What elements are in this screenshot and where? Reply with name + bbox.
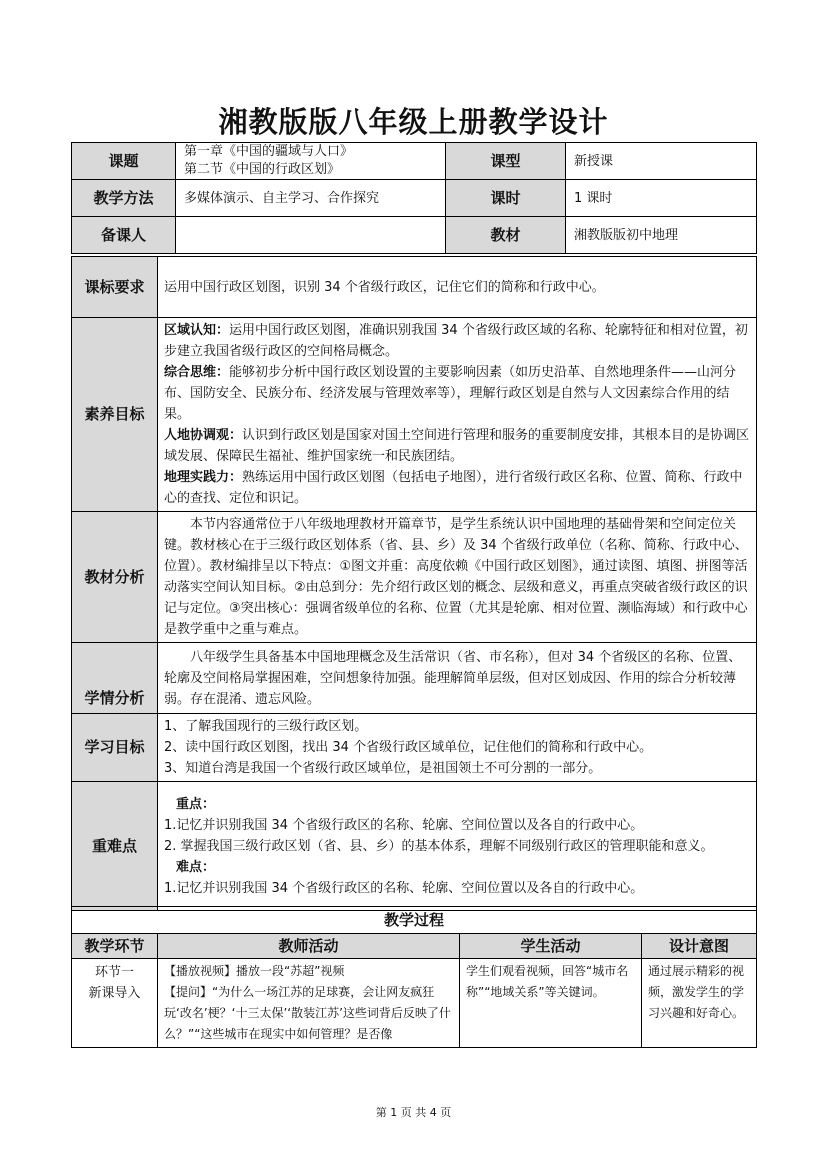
standard-text: 运用中国行政区划图，识别 34 个省级行政区，记住它们的简称和行政中心。 [158, 257, 757, 318]
student-activity: 学生们观看视频，回答“城市名称”“地域关系”等关键词。 [460, 959, 642, 1048]
key-points-content [158, 782, 757, 911]
learning-goal-item: 2、读中国行政区划图，找出 34 个省级行政区域单位，记住他们的简称和行政中心。 [164, 740, 653, 755]
page-footer: 第 1 页 共 4 页 [375, 1106, 452, 1119]
textbook-analysis-label: 教材分析 [72, 512, 158, 643]
process-title: 教学过程 [72, 907, 757, 934]
hours-value: 1 课时 [566, 180, 757, 217]
process-table [71, 906, 757, 1048]
col-intent-header: 设计意图 [642, 934, 757, 959]
textbook-label: 教材 [446, 217, 566, 254]
content-table [71, 256, 757, 911]
header-table [71, 142, 757, 254]
literacy-item: 人地协调观：认识到行政区划是国家对国土空间进行管理和服务的重要制度安排，其根本目的是协调区域发展、保障民生福祉、维护国家统一和民族团结。 [164, 428, 750, 464]
table-row [72, 959, 757, 1048]
col-teacher-header: 教师活动 [158, 934, 460, 959]
preparer-value [176, 217, 446, 254]
key-item: 1.记忆并识别我国 34 个省级行政区的名称、轮廓、空间位置以及各自的行政中心。 [164, 817, 644, 833]
learning-goals-label: 学习目标 [72, 714, 158, 782]
hard-heading: 难点： [176, 859, 216, 875]
col-student-header: 学生活动 [460, 934, 642, 959]
design-intent: 通过展示精彩的视频，激发学生的学习兴趣和好奇心。 [642, 959, 757, 1048]
key-points-label: 重难点 [72, 782, 158, 911]
textbook-value: 湘教版版初中地理 [566, 217, 757, 254]
method-value: 多媒体演示、自主学习、合作探究 [176, 180, 446, 217]
literacy-item: 综合思维：能够初步分析中国行政区划设置的主要影响因素（如历史沿革、自然地理条件——山河分布、国防安全、民族分布、经济发展与管理效率等），理解行政区划是自然与人文因素综合作用的结果。 [164, 365, 737, 422]
student-analysis-text: 八年级学生具备基本中国地理概念及生活常识（省、市名称），但对 34 个省级区的名称、位置、轮廓及空间格局掌握困难，空间想象待加强。能理解简单层级，但对区划成因、作用的综合分析较薄弱。存在混淆、遗忘风险。 [158, 643, 757, 714]
preparer-label: 备课人 [72, 217, 176, 254]
lesson-label: 课题 [72, 143, 176, 180]
type-label: 课型 [446, 143, 566, 180]
learning-goals-content [158, 714, 757, 782]
type-value: 新授课 [566, 143, 757, 180]
lesson-line-1: 第一章《中国的疆域与人口》 [184, 144, 354, 159]
lesson-line-2: 第二节《中国的行政区划》 [184, 162, 341, 177]
literacy-content [158, 318, 757, 512]
literacy-item: 区域认知：运用中国行政区划图，准确识别我国 34 个省级行政区域的名称、轮廓特征和相对位置，初步建立我国省级行政区的空间格局概念。 [164, 323, 748, 359]
hours-label: 课时 [446, 180, 566, 217]
lesson-value [176, 143, 446, 180]
stage-cell: 环节一 新课导入 [72, 959, 158, 1048]
learning-goal-item: 1、了解我国现行的三级行政区划。 [164, 719, 368, 734]
learning-goal-item: 3、知道台湾是我国一个省级行政区域单位，是祖国领土不可分割的一部分。 [164, 761, 602, 776]
col-stage-header: 教学环节 [72, 934, 158, 959]
standard-label: 课标要求 [72, 257, 158, 318]
student-analysis-label: 学情分析 [72, 643, 158, 714]
key-item: 2. 掌握我国三级行政区划（省、县、乡）的基本体系，理解不同级别行政区的管理职能和意义。 [164, 838, 714, 854]
teacher-activity: 【播放视频】播放一段“苏超”视频 【提问】“为什么一场江苏的足球赛，会让网友疯狂玩‘改名’梗？‘十三太保’‘散装江苏’这些词背后反映了什么？”“这些城市在现实中如何管理？是否像 [158, 959, 460, 1048]
hard-item: 1.记忆并识别我国 34 个省级行政区的名称、轮廓、空间位置以及各自的行政中心。 [164, 880, 644, 896]
method-label: 教学方法 [72, 180, 176, 217]
literacy-label: 素养目标 [72, 318, 158, 512]
textbook-analysis-text: 本节内容通常位于八年级地理教材开篇章节，是学生系统认识中国地理的基础骨架和空间定位关键。教材核心在于三级行政区划体系（省、县、乡）及 34 个省级行政单位（名称、简称、行政中心、位置）。教材编排呈以下特点：①图文并重：高度依赖《中国行政区划图》，通过读图、填图、拼图等活动落实空间认知目标。②由总到分：先介绍行政区划的概念、层级和意义，再重点突破省级行政区的识记与定位。③突出核心：强调省级单位的名称、位置（尤其是轮廓、相对位置、濒临海域）和行政中心是教学重中之重与难点。 [158, 512, 757, 643]
literacy-item: 地理实践力：熟练运用中国行政区划图（包括电子地图），进行省级行政区名称、位置、简称、行政中心的查找、定位和识记。 [164, 470, 743, 506]
document-title: 湘教版版八年级上册教学设计 [218, 105, 609, 139]
key-heading: 重点： [176, 796, 216, 812]
